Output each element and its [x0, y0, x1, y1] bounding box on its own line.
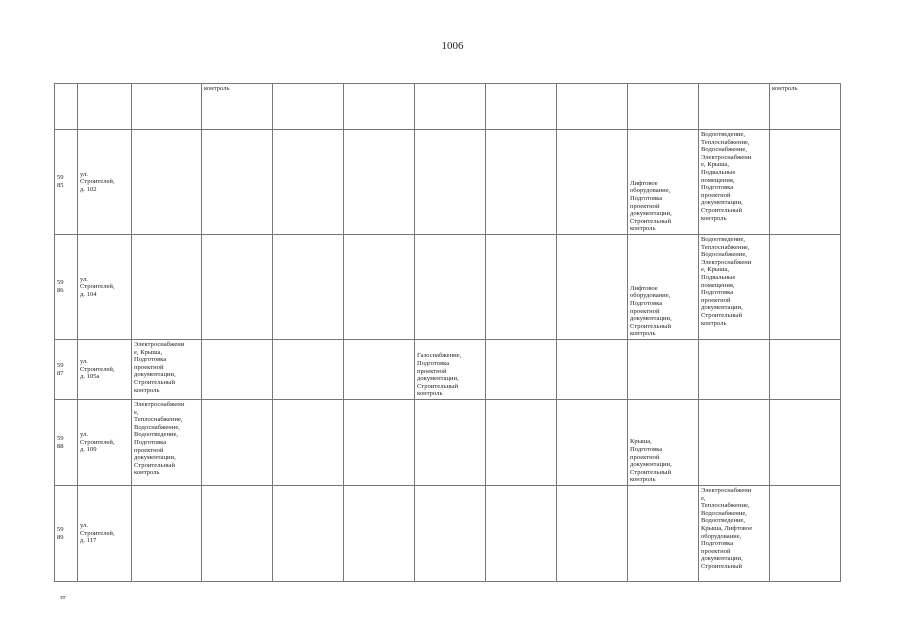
table-cell — [202, 130, 273, 235]
table-cell — [557, 84, 628, 130]
row-number-cell: 59 87 — [55, 340, 78, 400]
row-number-cell: 59 85 — [55, 130, 78, 235]
table-cell — [273, 486, 344, 582]
table-cell: контроль — [202, 84, 273, 130]
page-number: 1006 — [441, 40, 464, 52]
table-cell — [628, 486, 699, 582]
table-cell — [770, 400, 841, 486]
table-cell — [415, 84, 486, 130]
works-cell: Лифтовое оборудование, Подготовка проектной документации, Строительный контроль — [628, 235, 699, 340]
table-cell — [55, 84, 78, 130]
table-cell — [202, 235, 273, 340]
works-cell: Электроснабжени е, Крыша, Подготовка проектной документации, Строительный контроль — [132, 340, 202, 400]
works-schedule-table — [54, 83, 841, 582]
table-header-row — [55, 84, 841, 130]
address-cell: ул. Строителей, д. 109 — [78, 400, 132, 486]
row-number-cell: 59 86 — [55, 235, 78, 340]
table-cell — [273, 340, 344, 400]
table-cell — [344, 84, 415, 130]
works-cell: Крыша, Подготовка проектной документации, Строительный контроль — [628, 400, 699, 486]
table-cell — [273, 400, 344, 486]
table-cell — [132, 130, 202, 235]
table-cell — [557, 486, 628, 582]
works-cell: Водоотведение, Теплоснабжение, Водоснабжение, Электроснабжени е, Крыша, Подвальные помещения, Подготовка проектной документации, Строительный контроль — [699, 130, 770, 235]
table-cell — [202, 486, 273, 582]
table-cell — [202, 400, 273, 486]
table-cell — [699, 400, 770, 486]
works-cell: Газоснабжение, Подготовка проектной документации, Строительный контроль — [415, 340, 486, 400]
table-cell — [415, 235, 486, 340]
table-cell — [486, 130, 557, 235]
table-row — [55, 486, 841, 582]
works-cell: Лифтовое оборудование, Подготовка проектной документации, Строительный контроль — [628, 130, 699, 235]
table-cell — [557, 400, 628, 486]
row-number-cell: 59 88 — [55, 400, 78, 486]
footer-mark: зт — [60, 594, 66, 601]
table-cell — [486, 400, 557, 486]
table-cell — [770, 130, 841, 235]
table-cell — [202, 340, 273, 400]
works-cell: Электроснабжени е, Теплоснабжение, Водоснабжение, Водоотведение, Крыша, Лифтовое оборудование, Подготовка проектной документации, Строительный — [699, 486, 770, 582]
table-cell — [344, 340, 415, 400]
table-cell — [699, 340, 770, 400]
row-number-cell: 59 89 — [55, 486, 78, 582]
works-cell: Водоотведение, Теплоснабжение, Водоснабжение, Электроснабжени е, Крыша, Подвальные помещения, Подготовка проектной документации, Строительный контроль — [699, 235, 770, 340]
table-cell — [628, 84, 699, 130]
table-cell — [486, 235, 557, 340]
table-cell — [699, 84, 770, 130]
table-cell — [415, 400, 486, 486]
table-cell — [415, 130, 486, 235]
address-cell: ул. Строителей, д. 102 — [78, 130, 132, 235]
table-cell — [557, 235, 628, 340]
table-row — [55, 235, 841, 340]
table-row — [55, 400, 841, 486]
table-cell — [344, 486, 415, 582]
table-cell — [273, 130, 344, 235]
table-cell — [557, 130, 628, 235]
table-cell — [344, 130, 415, 235]
table-cell — [344, 235, 415, 340]
table-cell — [486, 84, 557, 130]
address-cell: ул. Строителей, д. 105а — [78, 340, 132, 400]
table-cell — [273, 235, 344, 340]
table-cell — [486, 486, 557, 582]
table-row — [55, 340, 841, 400]
table-cell — [486, 340, 557, 400]
address-cell: ул. Строителей, д. 104 — [78, 235, 132, 340]
table-cell — [628, 340, 699, 400]
table-cell — [415, 486, 486, 582]
table-cell — [132, 235, 202, 340]
works-cell: Электроснабжени е, Теплоснабжение, Водоснабжение, Водоотведение, Подготовка проектной документации, Строительный контроль — [132, 400, 202, 486]
table-row — [55, 130, 841, 235]
table-cell — [78, 84, 132, 130]
table-cell: контроль — [770, 84, 841, 130]
table-cell — [132, 486, 202, 582]
table-cell — [273, 84, 344, 130]
table-cell — [557, 340, 628, 400]
table-cell — [344, 400, 415, 486]
table-cell — [770, 486, 841, 582]
table-cell — [132, 84, 202, 130]
address-cell: ул. Строителей, д. 117 — [78, 486, 132, 582]
table-cell — [770, 340, 841, 400]
table-cell — [770, 235, 841, 340]
